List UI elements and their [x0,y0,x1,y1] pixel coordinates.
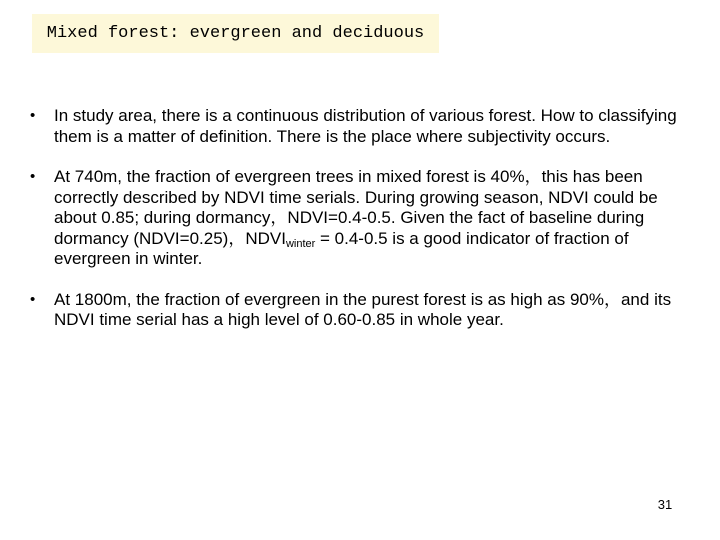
bullet-dot-icon: • [30,290,36,308]
bullet-text-part: = 0.4-0.5 is a good indicator of fraction of evergreen in winter. [54,228,629,268]
page-number: 31 [657,497,673,512]
bullet-item [30,167,695,270]
bullet-text: At 1800m, the fraction of evergreen in the purest forest is as high as 90%，and its NDVI time serial has a high level of 0.60-0.85 in whole year. [54,289,672,329]
bullet-text [54,167,658,268]
bullet-dot-icon: • [30,107,36,124]
bullet-item [30,290,695,331]
bullet-text-part: At 740m, the fraction of evergreen trees in mixed forest is 40%，this has been correctly described by NDVI time serials. During growing season, NDVI could be about 0.85; during dormancy，NDVI=0.4-0.5. Given the fact of baseline during dormancy (NDVI=0.25)，NDVI [54,167,658,248]
bullet-dot-icon: • [30,168,36,185]
bullet-list [30,106,695,331]
ndvi-winter-subscript: winter [285,237,316,250]
bullet-text: In study area, there is a continuous distribution of various forest. How to classifying them is a matter of definition. There is the place where subjectivity occurs. [54,106,677,146]
bullet-item [30,106,695,147]
slide-title: Mixed forest: evergreen and deciduous [32,14,439,53]
